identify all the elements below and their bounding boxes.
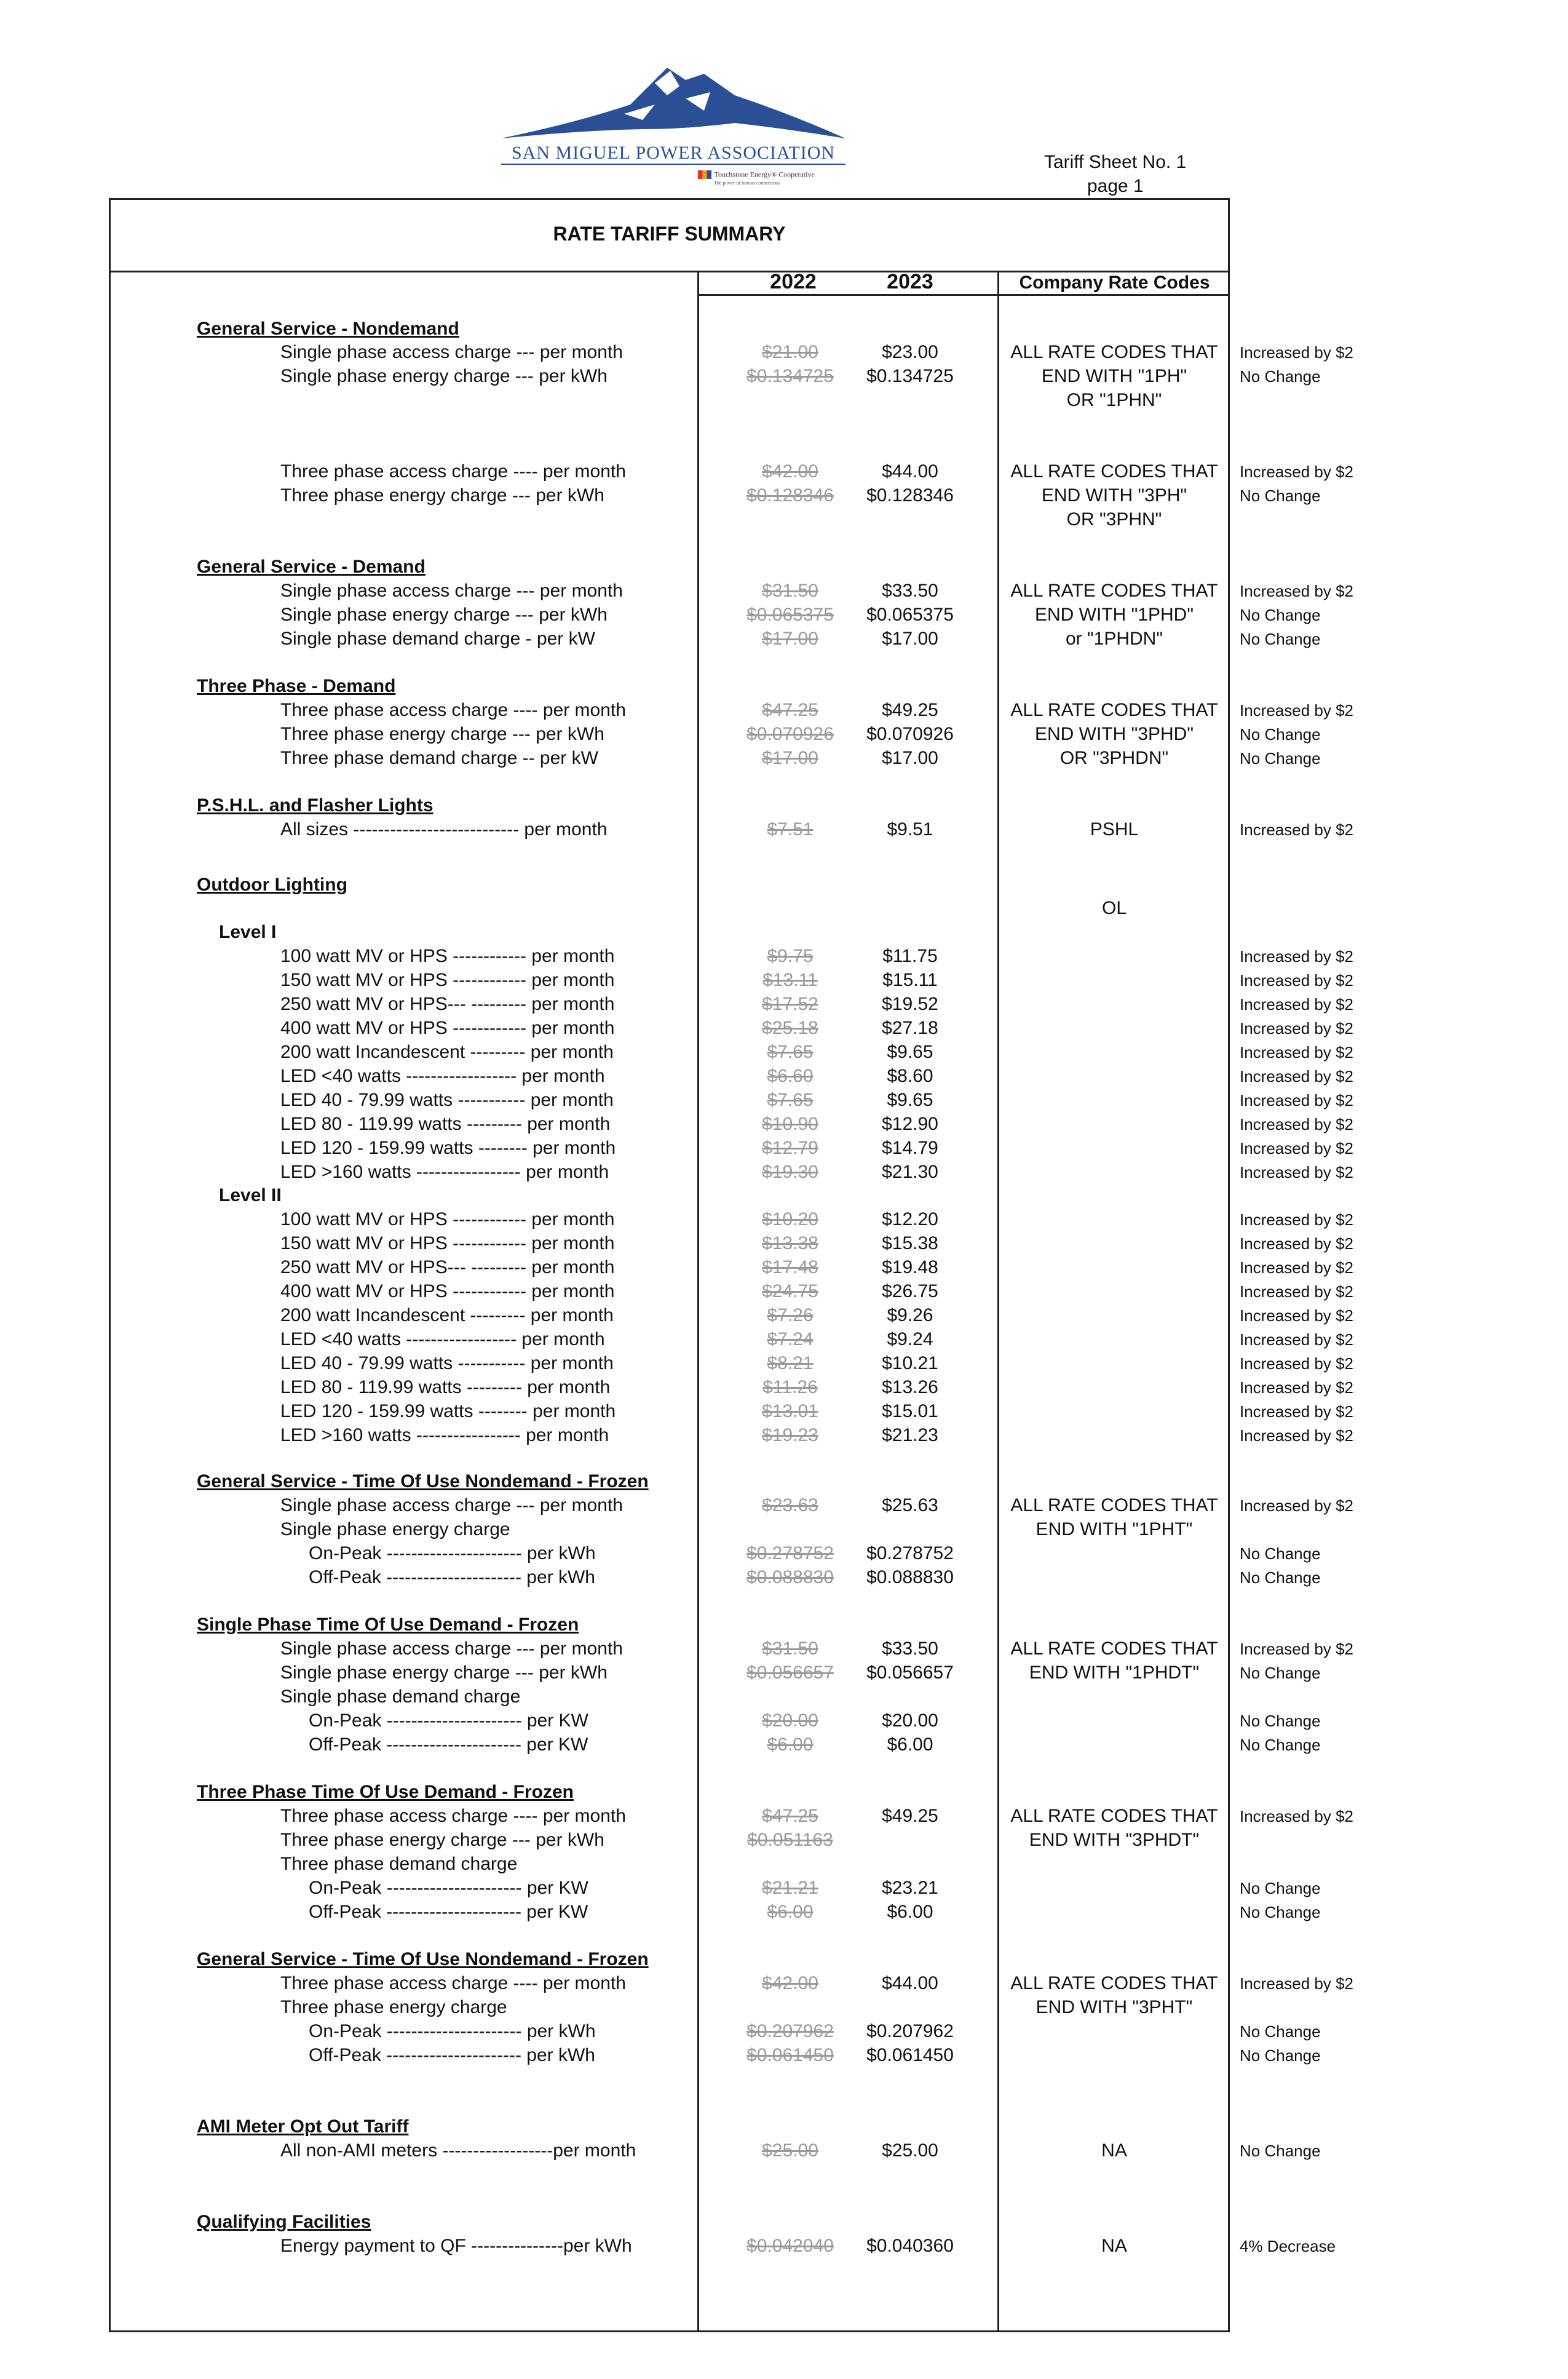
value-2022: $17.00 [762, 748, 818, 768]
rate-code: OR "1PHN" [1066, 390, 1162, 410]
row-label: Three phase demand charge [280, 1854, 518, 1874]
table-row [0, 993, 1568, 1016]
value-2023: $9.24 [887, 1329, 933, 1349]
value-2022: $24.75 [762, 1281, 818, 1301]
value-2022: $7.51 [767, 819, 814, 840]
change-note: No Change [1240, 1712, 1321, 1730]
value-2023: $17.00 [882, 748, 938, 768]
section-title: Three Phase - Demand [197, 676, 396, 696]
section-title: General Service - Nondemand [197, 319, 459, 339]
change-note: Increased by $2 [1240, 1402, 1354, 1421]
rate-code: OL [1101, 898, 1127, 918]
value-2022: $13.38 [762, 1233, 818, 1253]
value-2022: $13.11 [762, 970, 818, 990]
row-label: LED <40 watts ------------------ per month [280, 1066, 605, 1086]
change-note: No Change [1240, 367, 1321, 386]
value-2023: $12.20 [882, 1209, 938, 1229]
row-label: Single phase demand charge [280, 1686, 521, 1707]
value-2023: $25.00 [882, 2140, 938, 2161]
row-label: On-Peak ---------------------- per KW [309, 1710, 588, 1731]
row-label: Single phase access charge --- per month [280, 1638, 623, 1659]
section-title: General Service - Time Of Use Nondemand - Frozen [197, 1471, 649, 1491]
change-note: 4% Decrease [1240, 2237, 1336, 2255]
value-2022: $42.00 [762, 461, 818, 482]
value-2022: $9.75 [767, 946, 814, 966]
value-2022: $25.18 [762, 1018, 818, 1038]
value-2022: $31.50 [762, 581, 818, 601]
row-label: Three phase access charge ---- per month [280, 1973, 626, 1993]
ol-level1-rows [0, 945, 1568, 1185]
value-2023: $0.278752 [866, 1543, 954, 1563]
change-note: No Change [1240, 725, 1321, 744]
section-title: Three Phase Time Of Use Demand - Frozen [197, 1782, 574, 1802]
section-title: P.S.H.L. and Flasher Lights [197, 795, 434, 816]
rate-code: NA [1101, 2140, 1127, 2161]
value-2023: $0.207962 [866, 2021, 954, 2041]
value-2023: $23.21 [882, 1878, 938, 1898]
change-note: Increased by $2 [1240, 1091, 1354, 1110]
row-label: Three phase access charge ---- per month [280, 461, 626, 482]
value-2023: $0.065375 [866, 605, 954, 625]
change-note: Increased by $2 [1240, 1330, 1354, 1349]
row-label: LED 80 - 119.99 watts --------- per month [280, 1377, 611, 1397]
row-label: On-Peak ---------------------- per kWh [309, 2021, 596, 2041]
row-label: Three phase access charge ---- per month [280, 1806, 626, 1826]
rate-code: NA [1101, 2236, 1127, 2256]
row-label: LED 40 - 79.99 watts ----------- per month [280, 1353, 614, 1373]
table-row [0, 1400, 1568, 1423]
change-note: Increased by $2 [1240, 1043, 1354, 1062]
value-2022: $10.20 [762, 1209, 818, 1229]
row-label: 150 watt MV or HPS ------------ per month [280, 1233, 615, 1253]
value-2022: $0.042040 [746, 2236, 834, 2256]
col-header-2022: 2022 [770, 270, 817, 293]
value-2023: $0.088830 [866, 1567, 954, 1587]
table-row [0, 1137, 1568, 1160]
change-note: Increased by $2 [1240, 1426, 1354, 1445]
value-2023: $10.21 [882, 1353, 938, 1373]
change-note: No Change [1240, 749, 1321, 768]
rate-code: OR "3PHN" [1066, 509, 1162, 530]
value-2023: $9.65 [887, 1090, 933, 1110]
partner-subtag: The power of human connections [714, 180, 780, 186]
logo [501, 62, 845, 185]
change-note: No Change [1240, 1664, 1321, 1682]
row-label: Energy payment to QF ---------------per kWh [280, 2236, 632, 2256]
row-label: LED >160 watts ----------------- per month [280, 1162, 609, 1182]
row-label: LED 40 - 79.99 watts ----------- per month [280, 1090, 614, 1110]
row-label: Single phase energy charge --- per kWh [280, 366, 608, 386]
rate-code: END WITH "1PHD" [1035, 605, 1194, 625]
value-2022: $21.21 [762, 1878, 818, 1898]
level-heading: Level I [219, 922, 277, 942]
row-label: LED <40 watts ------------------ per month [280, 1329, 605, 1349]
value-2022: $19.23 [762, 1425, 818, 1445]
mountain-logo-icon [501, 62, 845, 148]
value-2022: $42.00 [762, 1973, 818, 1993]
table-row [0, 1161, 1568, 1184]
row-label: 400 watt MV or HPS ------------ per month [280, 1281, 615, 1301]
change-note: Increased by $2 [1240, 1496, 1354, 1515]
value-2023: $15.11 [882, 970, 938, 990]
value-2022: $0.056657 [746, 1662, 834, 1683]
row-label: 100 watt MV or HPS ------------ per month [280, 1209, 615, 1229]
row-label: Single phase demand charge - per kW [280, 629, 595, 649]
value-2023: $0.040360 [866, 2236, 954, 2256]
value-2022: $0.088830 [746, 1567, 834, 1587]
row-label: Three phase access charge ---- per month [280, 700, 626, 720]
section-title: AMI Meter Opt Out Tariff [197, 2116, 409, 2137]
row-label: All sizes --------------------------- per month [280, 819, 608, 840]
rate-code: ALL RATE CODES THAT [1010, 581, 1218, 601]
value-2023: $0.128346 [866, 485, 954, 506]
change-note: No Change [1240, 606, 1321, 624]
level-heading: Level II [219, 1185, 282, 1205]
value-2022: $12.79 [762, 1138, 818, 1158]
change-note: No Change [1240, 1903, 1321, 1921]
table-row [0, 1280, 1568, 1303]
page-number: page 1 [1087, 176, 1144, 196]
change-note: No Change [1240, 2046, 1321, 2065]
change-note: Increased by $2 [1240, 995, 1354, 1014]
value-2022: $8.21 [767, 1353, 814, 1373]
change-note: Increased by $2 [1240, 1974, 1354, 1993]
row-label: Three phase energy charge --- per kWh [280, 485, 604, 506]
rate-code: ALL RATE CODES THAT [1010, 700, 1218, 720]
value-2022: $6.00 [767, 1734, 814, 1755]
value-2023: $27.18 [882, 1018, 938, 1038]
table-row [0, 1304, 1568, 1327]
change-note: Increased by $2 [1240, 1258, 1354, 1277]
value-2023: $49.25 [882, 700, 938, 720]
change-note: No Change [1240, 2022, 1321, 2041]
table-row [0, 1113, 1568, 1136]
rate-code: END WITH "3PHDT" [1029, 1830, 1200, 1850]
row-label: 250 watt MV or HPS--- --------- per month [280, 1257, 615, 1277]
value-2023: $33.50 [882, 581, 938, 601]
row-label: 150 watt MV or HPS ------------ per month [280, 970, 615, 990]
value-2023: $25.63 [882, 1495, 938, 1515]
change-note: Increased by $2 [1240, 1378, 1354, 1397]
change-note: No Change [1240, 487, 1321, 505]
table-row [0, 1376, 1568, 1399]
change-note: Increased by $2 [1240, 1139, 1354, 1158]
change-note: Increased by $2 [1240, 1807, 1354, 1825]
section-title: General Service - Demand [197, 557, 426, 577]
row-label: 200 watt Incandescent --------- per month [280, 1305, 614, 1325]
row-label: Off-Peak ---------------------- per kWh [309, 2045, 595, 2065]
section-title: Outdoor Lighting [197, 875, 347, 895]
value-2023: $26.75 [882, 1281, 938, 1301]
table-row [0, 1017, 1568, 1040]
row-label: 200 watt Incandescent --------- per month [280, 1042, 614, 1062]
row-label: Three phase energy charge --- per kWh [280, 1830, 604, 1850]
change-note: Increased by $2 [1240, 1640, 1354, 1658]
value-2023: $9.26 [887, 1305, 933, 1325]
value-2023: $6.00 [887, 1902, 933, 1922]
change-note: Increased by $2 [1240, 343, 1354, 362]
value-2022: $25.00 [762, 2140, 818, 2161]
rate-code: ALL RATE CODES THAT [1010, 461, 1218, 482]
value-2023: $15.38 [882, 1233, 938, 1253]
row-label: Single phase access charge --- per month [280, 1495, 623, 1515]
value-2022: $17.52 [762, 994, 818, 1014]
change-note: Increased by $2 [1240, 971, 1354, 990]
row-label: On-Peak ---------------------- per KW [309, 1878, 588, 1898]
rate-code: END WITH "1PHDT" [1029, 1662, 1200, 1683]
value-2023: $19.48 [882, 1257, 938, 1277]
value-2022: $6.00 [767, 1902, 814, 1922]
value-2023: $49.25 [882, 1806, 938, 1826]
row-label: 250 watt MV or HPS--- --------- per month [280, 994, 615, 1014]
value-2022: $7.24 [767, 1329, 814, 1349]
rate-code: PSHL [1090, 819, 1139, 840]
row-label: Off-Peak ---------------------- per KW [309, 1902, 588, 1922]
change-note: Increased by $2 [1240, 1019, 1354, 1038]
table-row [0, 1256, 1568, 1279]
row-label: Off-Peak ---------------------- per kWh [309, 1567, 595, 1587]
value-2022: $17.00 [762, 629, 818, 649]
row-label: LED 120 - 159.99 watts -------- per month [280, 1401, 616, 1421]
value-2022: $47.25 [762, 1806, 818, 1826]
value-2022: $0.061450 [746, 2045, 834, 2065]
touchstone-icon [698, 170, 711, 179]
value-2023: $17.00 [882, 629, 938, 649]
change-note: Increased by $2 [1240, 1115, 1354, 1134]
rate-code: END WITH "1PH" [1041, 366, 1187, 386]
value-2023: $15.01 [882, 1401, 938, 1421]
partner-tagline: Touchstone Energy® Cooperative [714, 170, 815, 179]
value-2023: $13.26 [882, 1377, 938, 1397]
rate-code: END WITH "3PHD" [1035, 724, 1194, 744]
value-2023: $0.056657 [866, 1662, 954, 1683]
change-note: Increased by $2 [1240, 701, 1354, 720]
value-2023: $11.75 [882, 946, 938, 966]
table-row [0, 1041, 1568, 1064]
row-label: Single phase access charge --- per month [280, 581, 623, 601]
row-label: 100 watt MV or HPS ------------ per month [280, 946, 615, 966]
rate-code: ALL RATE CODES THAT [1010, 1638, 1218, 1659]
value-2023: $21.23 [882, 1425, 938, 1445]
value-2022: $11.26 [762, 1377, 818, 1397]
rate-code: ALL RATE CODES THAT [1010, 1806, 1218, 1826]
value-2022: $6.60 [767, 1066, 814, 1086]
change-note: No Change [1240, 1736, 1321, 1754]
table-row [0, 1232, 1568, 1255]
value-2023: $12.90 [882, 1114, 938, 1134]
row-label: Three phase demand charge -- per kW [280, 748, 598, 768]
section-title: General Service - Time Of Use Nondemand - Frozen [197, 1949, 649, 1969]
value-2023: $0.061450 [866, 2045, 954, 2065]
change-note: Increased by $2 [1240, 1282, 1354, 1301]
value-2023: $20.00 [882, 1710, 938, 1731]
value-2022: $19.30 [762, 1162, 818, 1182]
table-row [0, 1328, 1568, 1351]
change-note: Increased by $2 [1240, 1163, 1354, 1182]
change-note: Increased by $2 [1240, 947, 1354, 966]
row-label: All non-AMI meters ------------------per month [280, 2140, 636, 2161]
value-2023: $44.00 [882, 1973, 938, 1993]
table-row [0, 969, 1568, 992]
value-2022: $47.25 [762, 700, 818, 720]
value-2022: $17.48 [762, 1257, 818, 1277]
row-label: Single phase energy charge --- per kWh [280, 605, 608, 625]
row-label: On-Peak ---------------------- per kWh [309, 1543, 596, 1563]
value-2022: $0.051163 [747, 1830, 833, 1850]
table-row [0, 1065, 1568, 1088]
change-note: No Change [1240, 1544, 1321, 1563]
row-label: LED 120 - 159.99 watts -------- per month [280, 1138, 616, 1158]
change-note: Increased by $2 [1240, 463, 1354, 481]
section-title: Qualifying Facilities [197, 2212, 371, 2232]
value-2022: $7.26 [767, 1305, 814, 1325]
row-label: Off-Peak ---------------------- per KW [309, 1734, 588, 1755]
value-2022: $0.128346 [746, 485, 834, 506]
value-2023: $23.00 [882, 342, 938, 362]
org-name: SAN MIGUEL POWER ASSOCIATION [501, 143, 845, 165]
value-2023: $9.65 [887, 1042, 933, 1062]
change-note: Increased by $2 [1240, 1354, 1354, 1373]
row-label: Single phase energy charge --- per kWh [280, 1662, 608, 1683]
rate-code: END WITH "1PHT" [1035, 1519, 1193, 1539]
row-label: LED 80 - 119.99 watts --------- per month [280, 1114, 611, 1134]
change-note: Increased by $2 [1240, 820, 1354, 839]
rate-code: ALL RATE CODES THAT [1010, 1495, 1218, 1515]
value-2023: $14.79 [882, 1138, 938, 1158]
value-2022: $20.00 [762, 1710, 818, 1731]
value-2023: $6.00 [887, 1734, 933, 1755]
row-label: Three phase energy charge [280, 1997, 507, 2017]
change-note: Increased by $2 [1240, 1210, 1354, 1229]
change-note: No Change [1240, 1879, 1321, 1897]
rate-code: END WITH "3PH" [1041, 485, 1187, 506]
value-2023: $19.52 [882, 994, 938, 1014]
value-2022: $0.070926 [746, 724, 834, 744]
value-2023: $21.30 [882, 1162, 938, 1182]
table-row [0, 1208, 1568, 1231]
sheet-number: Tariff Sheet No. 1 [1044, 152, 1187, 172]
table-row [0, 1352, 1568, 1375]
value-2022: $0.278752 [746, 1543, 834, 1563]
change-note: No Change [1240, 630, 1321, 648]
value-2023: $33.50 [882, 1638, 938, 1659]
change-note: Increased by $2 [1240, 1067, 1354, 1086]
value-2022: $31.50 [762, 1638, 818, 1659]
row-label: Single phase energy charge [280, 1519, 510, 1539]
rate-code: END WITH "3PHT" [1035, 1997, 1193, 2017]
value-2022: $7.65 [767, 1042, 814, 1062]
value-2022: $23.63 [762, 1495, 818, 1515]
value-2022: $0.065375 [746, 605, 834, 625]
row-label: Three phase energy charge --- per kWh [280, 724, 604, 744]
change-note: Increased by $2 [1240, 582, 1354, 600]
rate-code: ALL RATE CODES THAT [1010, 342, 1218, 362]
change-note: No Change [1240, 1568, 1321, 1587]
row-label: Single phase access charge --- per month [280, 342, 623, 362]
value-2023: $9.51 [887, 819, 933, 840]
value-2022: $21.00 [762, 342, 818, 362]
col-header-2023: 2023 [887, 270, 933, 293]
value-2023: $0.070926 [866, 724, 954, 744]
change-note: Increased by $2 [1240, 1234, 1354, 1253]
value-2022: $0.207962 [746, 2021, 834, 2041]
rate-code: ALL RATE CODES THAT [1010, 1973, 1218, 1993]
value-2022: $10.90 [762, 1114, 818, 1134]
ol-level2-rows [0, 1208, 1568, 1448]
partner-logo [698, 169, 815, 186]
row-label: LED >160 watts ----------------- per month [280, 1425, 609, 1445]
col-header-codes: Company Rate Codes [1019, 272, 1210, 293]
table-row [0, 1424, 1568, 1447]
row-label: 400 watt MV or HPS ------------ per month [280, 1018, 615, 1038]
value-2023: $0.134725 [866, 366, 954, 386]
table-row [0, 1089, 1568, 1112]
value-2022: $7.65 [767, 1090, 814, 1110]
value-2023: $44.00 [882, 461, 938, 482]
value-2022: $0.134725 [746, 366, 834, 386]
page-title: RATE TARIFF SUMMARY [553, 223, 786, 245]
section-title: Single Phase Time Of Use Demand - Frozen [197, 1614, 579, 1635]
value-2023: $8.60 [887, 1066, 933, 1086]
rate-code: or "1PHDN" [1066, 629, 1163, 649]
value-2022: $13.01 [762, 1401, 818, 1421]
change-note: Increased by $2 [1240, 1306, 1354, 1325]
rate-code: OR "3PHDN" [1059, 748, 1169, 768]
change-note: No Change [1240, 2142, 1321, 2160]
table-row [0, 945, 1568, 968]
